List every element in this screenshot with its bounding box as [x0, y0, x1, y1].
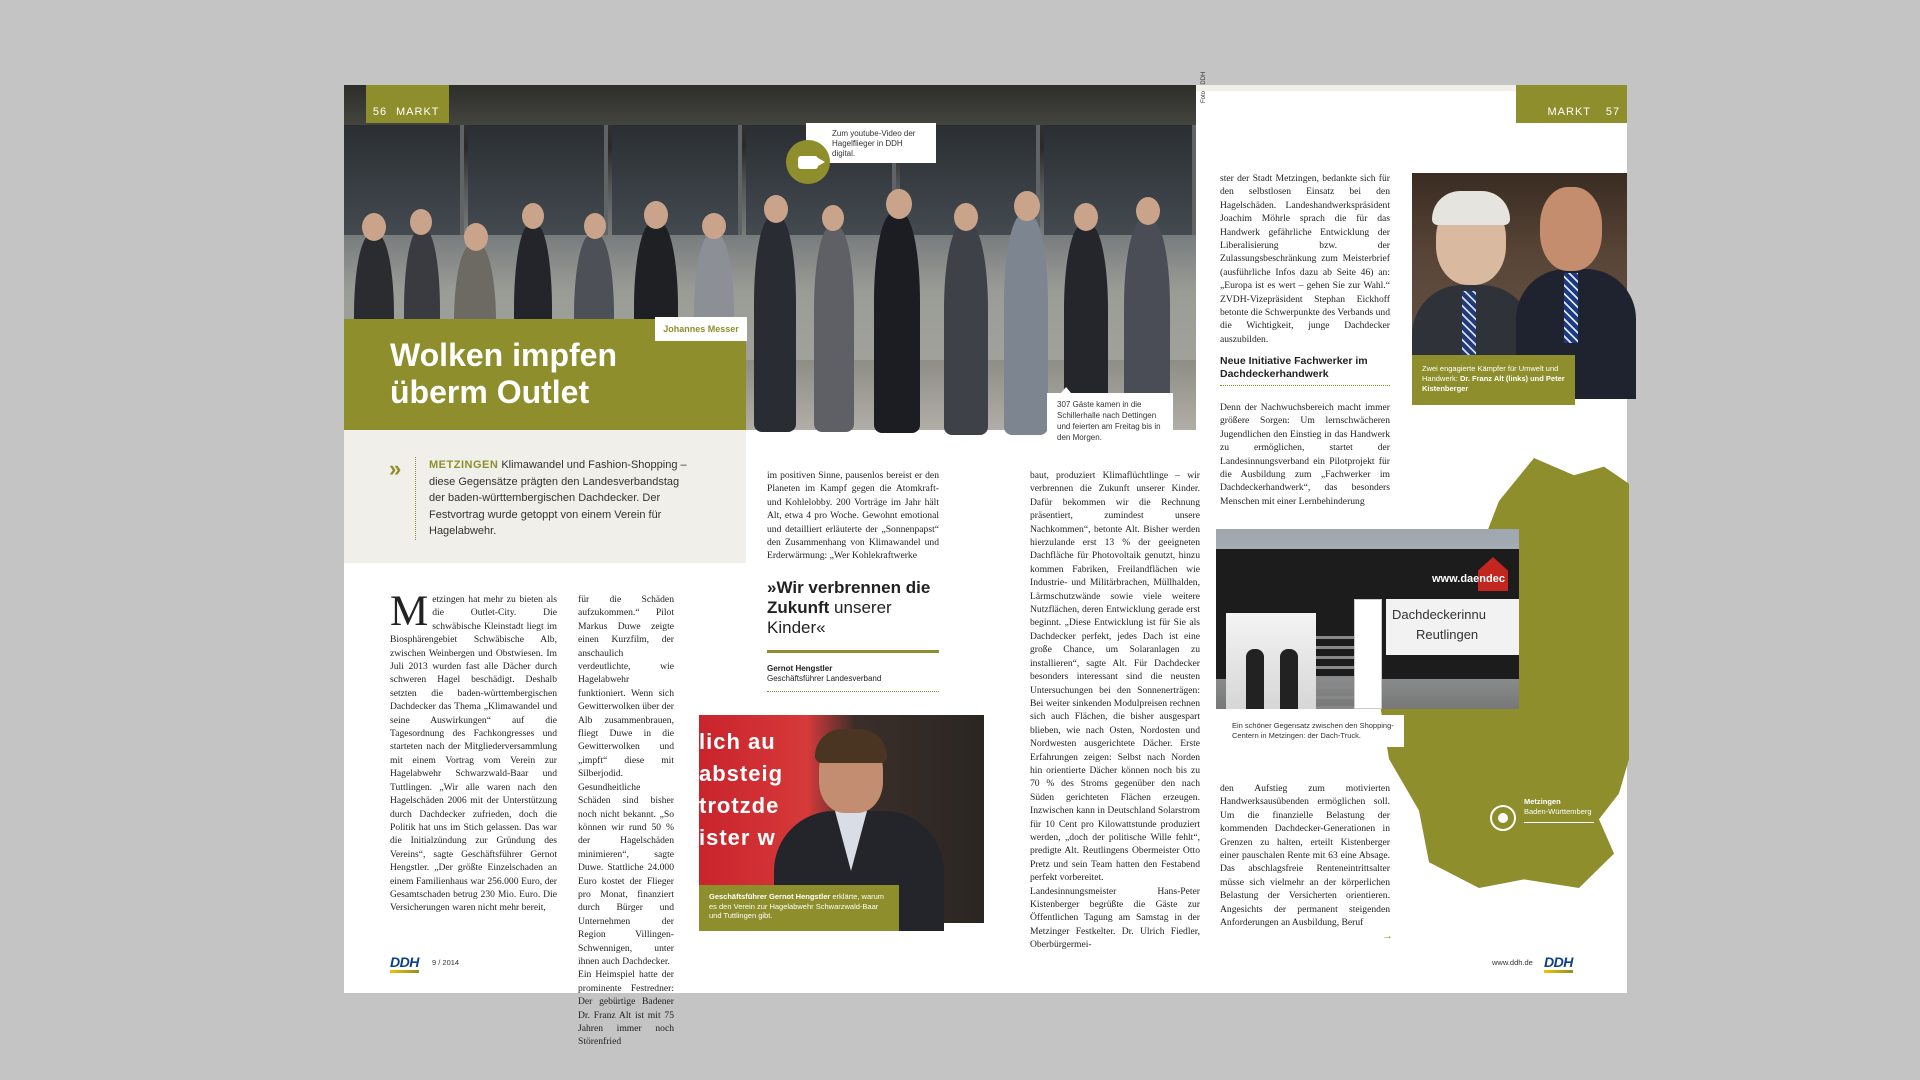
section-subhead: Neue Initiative Fachwerker im Dachdeckerhandwerk — [1220, 355, 1368, 380]
drop-cap: M — [390, 588, 429, 635]
intro-text: Klimawandel und Fashion-Shopping – diese Gegensätze prägten den Landesverbandstag der baden-württembergischen Dachdecker. Der Festvortrag wurde getoppt von einem Verein für Hagelabwehr. — [429, 459, 687, 537]
alt-kistenberger-caption — [1412, 355, 1575, 405]
quote-dotted-divider — [767, 691, 939, 692]
truck-sign-line-1: Dachdeckerinnu — [1392, 607, 1486, 622]
column-2-text-b: Ein Heimspiel hatte der prominente Festredner: Der gebürtige Badener Dr. Franz Alt ist mit 75 Jahren immer noch Störenfried — [578, 969, 674, 1048]
column-5c-text: den Aufstieg zum motivierten Handwerksausübenden ermöglichen soll. Um die finanzielle Belastung der kommenden Dachdecker-Generationen in Grenzen zu halten, erteilt Kistenberger einer pauschalen Rente mit 63 eine Absage. Das abschlagsfreie Renteneintrittsalter müsse sich vielmehr an der körperlichen Belastung der Versicherten orientieren. Angesichts der permanent steigenden Anforderungen an Ausbildung, Beruf — [1220, 783, 1390, 929]
left-page-number: 56 — [372, 106, 388, 118]
column-1-text: etzingen hat mehr zu bieten als die Outlet-City. Die schwäbische Kleinstadt liegt im Biosphärengebiet Schwäbische Alb, zwischen Weinbergen und Obstwiesen. Im Juli 2013 wurden fast alle Dächer durch schweren Hagel beschädigt. Deshalb setzten die baden-württembergischen Dachdecker das Thema „Klimawandel und seine Auswirkungen“ auf die Tagesordnung des Fachkongresses und starteten nach der Mitgliederversammlung mit einem Vortrag vom Verein zur Hagelabwehr Schwarzwald-Baar und Tuttlingen. „Wir alle waren nach den Hagelschäden 2006 mit der Unterstützung durch Dachdecker zufrieden, doch die Politik hat uns im Stich gelassen. Das war die Initialzündung zur Gründung des Vereins“, sagte Geschäftsführer Gernot Hengstler. „Der größte Einzelschaden an einem Familienhaus war 256.000 Euro, der Gesamtschaden betrug 230 Mio. Euro. Die Versicherungen waren nicht mehr bereit, — [390, 594, 557, 914]
map-location-label — [1524, 797, 1592, 817]
continue-arrow-icon: → — [1382, 930, 1393, 942]
author-tag: Johannes Messer — [655, 317, 747, 341]
subhead-dotted-divider — [1220, 385, 1390, 386]
body-column-2 — [578, 593, 674, 1048]
dach-truck-photo — [1216, 529, 1519, 709]
banner-line-3: trotzde — [699, 793, 780, 818]
left-page-header — [366, 85, 449, 123]
banner-line-2: absteig — [699, 761, 784, 786]
column-4-text-b: Landesinnungsmeister Hans-Peter Kistenberger begrüßte die Gäste zur Öffentlichen Tagung am Samstag in der Metzinger Festkelter. Dr. Ulrich Fiedler, Oberbürgermei- — [1030, 885, 1200, 951]
quote-role: Geschäftsführer Landesverband — [767, 674, 882, 683]
body-column-5c — [1220, 782, 1390, 930]
banner-line-1: lich au — [699, 729, 776, 754]
video-camera-icon[interactable] — [786, 140, 830, 184]
body-column-4 — [1030, 469, 1200, 951]
chevron-right-icon: » — [389, 456, 402, 481]
portrait-caption-bold: Geschäftsführer Gernot Hengstler — [709, 892, 831, 901]
truck-sign — [1386, 599, 1519, 655]
footer-url[interactable]: www.ddh.de — [1492, 958, 1533, 967]
body-column-1 — [390, 588, 557, 923]
pull-quote-bold: »Wir verbrennen die Zukunft — [767, 578, 931, 617]
truck-sign-line-2: Reutlingen — [1416, 627, 1479, 642]
body-column-5b — [1220, 401, 1390, 511]
column-2-text: für die Schäden aufzukommen.“ Pilot Markus Duwe zeigte einen Kurzfilm, der anschaulich verdeutlichte, wie Hagelabwehr funktioniert. Wenn sich Gewitterwolken über der Alb zusammenbrauen, fliegt Duwe in die Gewitterwolken und „impft“ diese mit Silberjodid. Gesundheitliche Schäden sind bisher noch nicht bekannt. „So können wir rund 50 % der Hagelschäden minimieren“, sagte Duwe. Stattliche 24.000 Euro kostet der Flieger pro Monat, finanziert durch Bürger und Unternehmen der Region Villingen-Schwennigen, unter ihnen auch Dachdecker. — [578, 594, 674, 967]
right-page-header — [1516, 85, 1627, 123]
map-label-rule — [1524, 822, 1594, 823]
pull-quote-rest: unserer Kinder« — [767, 598, 892, 637]
intro-keyword: METZINGEN — [429, 459, 499, 471]
hero-photo-caption: 307 Gäste kamen in die Schillerhalle nach Dettingen und feierten am Freitag bis in den Morgen. — [1047, 393, 1173, 449]
pull-quote — [767, 578, 939, 638]
column-4-text: baut, produziert Klimaflüchtlinge – wir verbrennen die Zukunft unserer Kinder. Dafür bekommen wir die Rechnung präsentiert, zumindest unsere Nachkommen“, betonte Alt. Bisher werden hierzulande erst 13 % der geeigneten Dachfläche für Photovoltaik genutzt, hinzu kommen Fabriken, Freilandflächen wie Industrie- und Militärbrachen, Müllhalden, Lärmschutzwände sowie viele weitere Nutzflächen, deren Entwicklung gerade erst beginnt. „Diese Entwicklung ist für Sie als Dachdecker perfekt, jedes Dach ist eine große Chance, um Solaranlagen zu installieren“, sagte Alt. Für Dachdecker besonders interessant sind die neusten Untersuchungen bei den Sonnenerträgen: Bei weiter sinkenden Modulpreisen rechnen sich auch Flächen, die bisher ausgespart blieben, wie nach Osten, Nordosten und Nordwesten ausgerichtete Dächer. Erste Erfahrungen zeigen: Selbst nach Norden hin orientierte Dächer können noch bis zu 70 % des Stroms gegenüber den nach Süden gerichteten Flächen erzeugen. Inzwischen kann in Deutschland Solarstrom für 10 Cent pro Kilowattstunde produziert werden, „doch der politische Wille fehlt“, predigte Alt. Reutlingens Obermeister Otto Pretz und sein Team hatten den Festabend perfekt vorbereitet. — [1030, 470, 1200, 884]
map-city: Metzingen — [1524, 797, 1561, 806]
article-intro — [415, 457, 687, 540]
truck-url: www.daendec — [1432, 573, 1505, 585]
photo-caption-bold: Dr. Franz Alt (links) und Peter Kistenberger — [1422, 374, 1565, 393]
article-title-line-1: Wolken impfen — [390, 337, 617, 373]
portrait-caption — [699, 885, 899, 931]
right-section-label: MARKT — [1547, 106, 1591, 118]
banner-line-4: ister w — [699, 825, 776, 850]
left-section-label: MARKT — [396, 106, 440, 118]
portrait-caption-rest: erklärte, warum es den Verein zur Hagelabwehr Schwarzwald-Baar und Tuttlingen gibt. — [709, 892, 885, 920]
quote-divider — [767, 650, 939, 653]
issue-number: 9 / 2014 — [432, 958, 460, 967]
truck-caption: Ein schöner Gegensatz zwischen den Shopping-Centern in Metzingen: der Dach-Truck. — [1224, 715, 1404, 747]
ddh-logo-left: DDH — [390, 954, 419, 970]
article-title — [390, 337, 617, 411]
magazine-spread — [344, 85, 1627, 1048]
article-title-line-2: überm Outlet — [390, 374, 590, 410]
body-column-5 — [1220, 172, 1390, 345]
body-column-3 — [767, 469, 939, 569]
location-pin-icon — [1490, 805, 1516, 831]
column-3-text: im positiven Sinne, pausenlos bereist er den Planeten im Kampf gegen die Atomkraft- und Kohlelobby. 200 Vorträge im Jahr hält Alt, etwa 4 pro Woche. Gewohnt emotional und detailliert erläuterte der „Sonnenpapst“ den Zusammenhang von Klimawandel und Erderwärmung: „Wer Kohlekraftwerke — [767, 470, 939, 562]
map-region: Baden-Württemberg — [1524, 807, 1592, 816]
ddh-logo-right: DDH — [1544, 954, 1573, 970]
quote-attribution — [767, 664, 881, 684]
youtube-caption: Zum youtube-Video der Hagelflieger in DDH digital. — [806, 123, 936, 163]
column-5-text: ster der Stadt Metzingen, bedankte sich für den selbstlosen Einsatz bei den Hagelschäden. Landeshandwerkspräsident Joachim Möhrle sprach die für das Handwerk gefährliche Entwicklung der Liberalisierung bzw. der Zulassungsbeschränkung zum Meisterbrief (ausführliche Infos dazu ab Seite 46) an: „Europa ist es wert – gehen Sie zur Wahl.“ ZVDH-Vizepräsident Stephan Eickhoff betonte die Schwerpunkte des Verbands und die Wichtigkeit, junge Dachdecker auszubilden. — [1220, 173, 1390, 345]
column-5b-text: Denn der Nachwuchsbereich macht immer größere Sorgen: Um lernschwächeren Jugendlichen den Einstieg in das Handwerk zu ermöglichen, startet der Landesinnungsverband ein Pilotprojekt für die Ausbildung zum „Fachwerker im Dachdeckerhandwerk“, das besonders Menschen mit einer Lernbehinderung — [1220, 402, 1390, 507]
photo-caption-rest: Zwei engagierte Kämpfer für Umwelt und Handwerk: — [1422, 364, 1559, 383]
quote-name: Gernot Hengstler — [767, 664, 833, 673]
right-page-number: 57 — [1605, 106, 1621, 118]
